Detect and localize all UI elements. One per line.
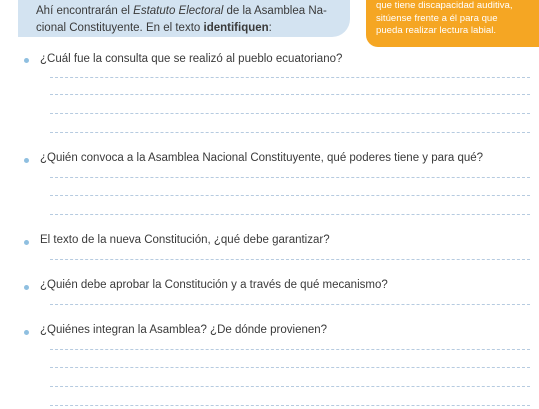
statute-title: Estatuto Electoral — [133, 5, 224, 17]
note-line: sitúense frente a él para que — [376, 12, 498, 24]
bullet-icon — [24, 240, 29, 245]
answer-line[interactable] — [50, 386, 530, 387]
answer-line[interactable] — [50, 304, 530, 305]
instruction-line-1 — [36, 3, 340, 20]
answer-line[interactable] — [50, 195, 530, 196]
answer-line[interactable] — [50, 94, 530, 95]
answer-line[interactable] — [50, 113, 530, 114]
answer-line[interactable] — [50, 367, 530, 368]
bullet-icon — [24, 330, 29, 335]
answer-line[interactable] — [50, 177, 530, 178]
question-1: ¿Cuál fue la consulta que se realizó al pueblo ecuatoriano? — [40, 53, 343, 65]
answer-line[interactable] — [50, 349, 530, 350]
answer-line[interactable] — [50, 259, 530, 260]
bullet-icon — [24, 58, 29, 63]
answer-line[interactable] — [50, 132, 530, 133]
question-2: ¿Quién convoca a la Asamblea Nacional Constituyente, qué poderes tiene y para qué? — [40, 152, 484, 164]
instruction-text: : — [268, 22, 272, 34]
accessibility-note — [366, 0, 539, 47]
instruction-keyword: identifiquen — [203, 22, 269, 34]
answer-line[interactable] — [50, 405, 530, 406]
question-5: ¿Quiénes integran la Asamblea? ¿De dónde provienen? — [40, 324, 328, 336]
question-4: ¿Quién debe aprobar la Constitución y a través de qué mecanismo? — [40, 279, 388, 291]
answer-line[interactable] — [50, 77, 530, 78]
answer-line[interactable] — [50, 214, 530, 215]
note-line: que tiene discapacidad auditiva, — [376, 0, 513, 11]
bullet-icon — [24, 285, 29, 290]
question-3: El texto de la nueva Constitución, ¿qué debe garantizar? — [40, 234, 330, 246]
instruction-line-2 — [36, 20, 340, 37]
instruction-box — [18, 0, 350, 37]
bullet-icon — [24, 158, 29, 163]
note-line: pueda realizar lectura labial. — [376, 25, 496, 36]
instruction-text: cional Constituyente. En el texto — [36, 22, 204, 34]
instruction-text: de la Asamblea Na- — [223, 5, 327, 17]
instruction-text: Ahí encontrarán el — [36, 5, 134, 17]
